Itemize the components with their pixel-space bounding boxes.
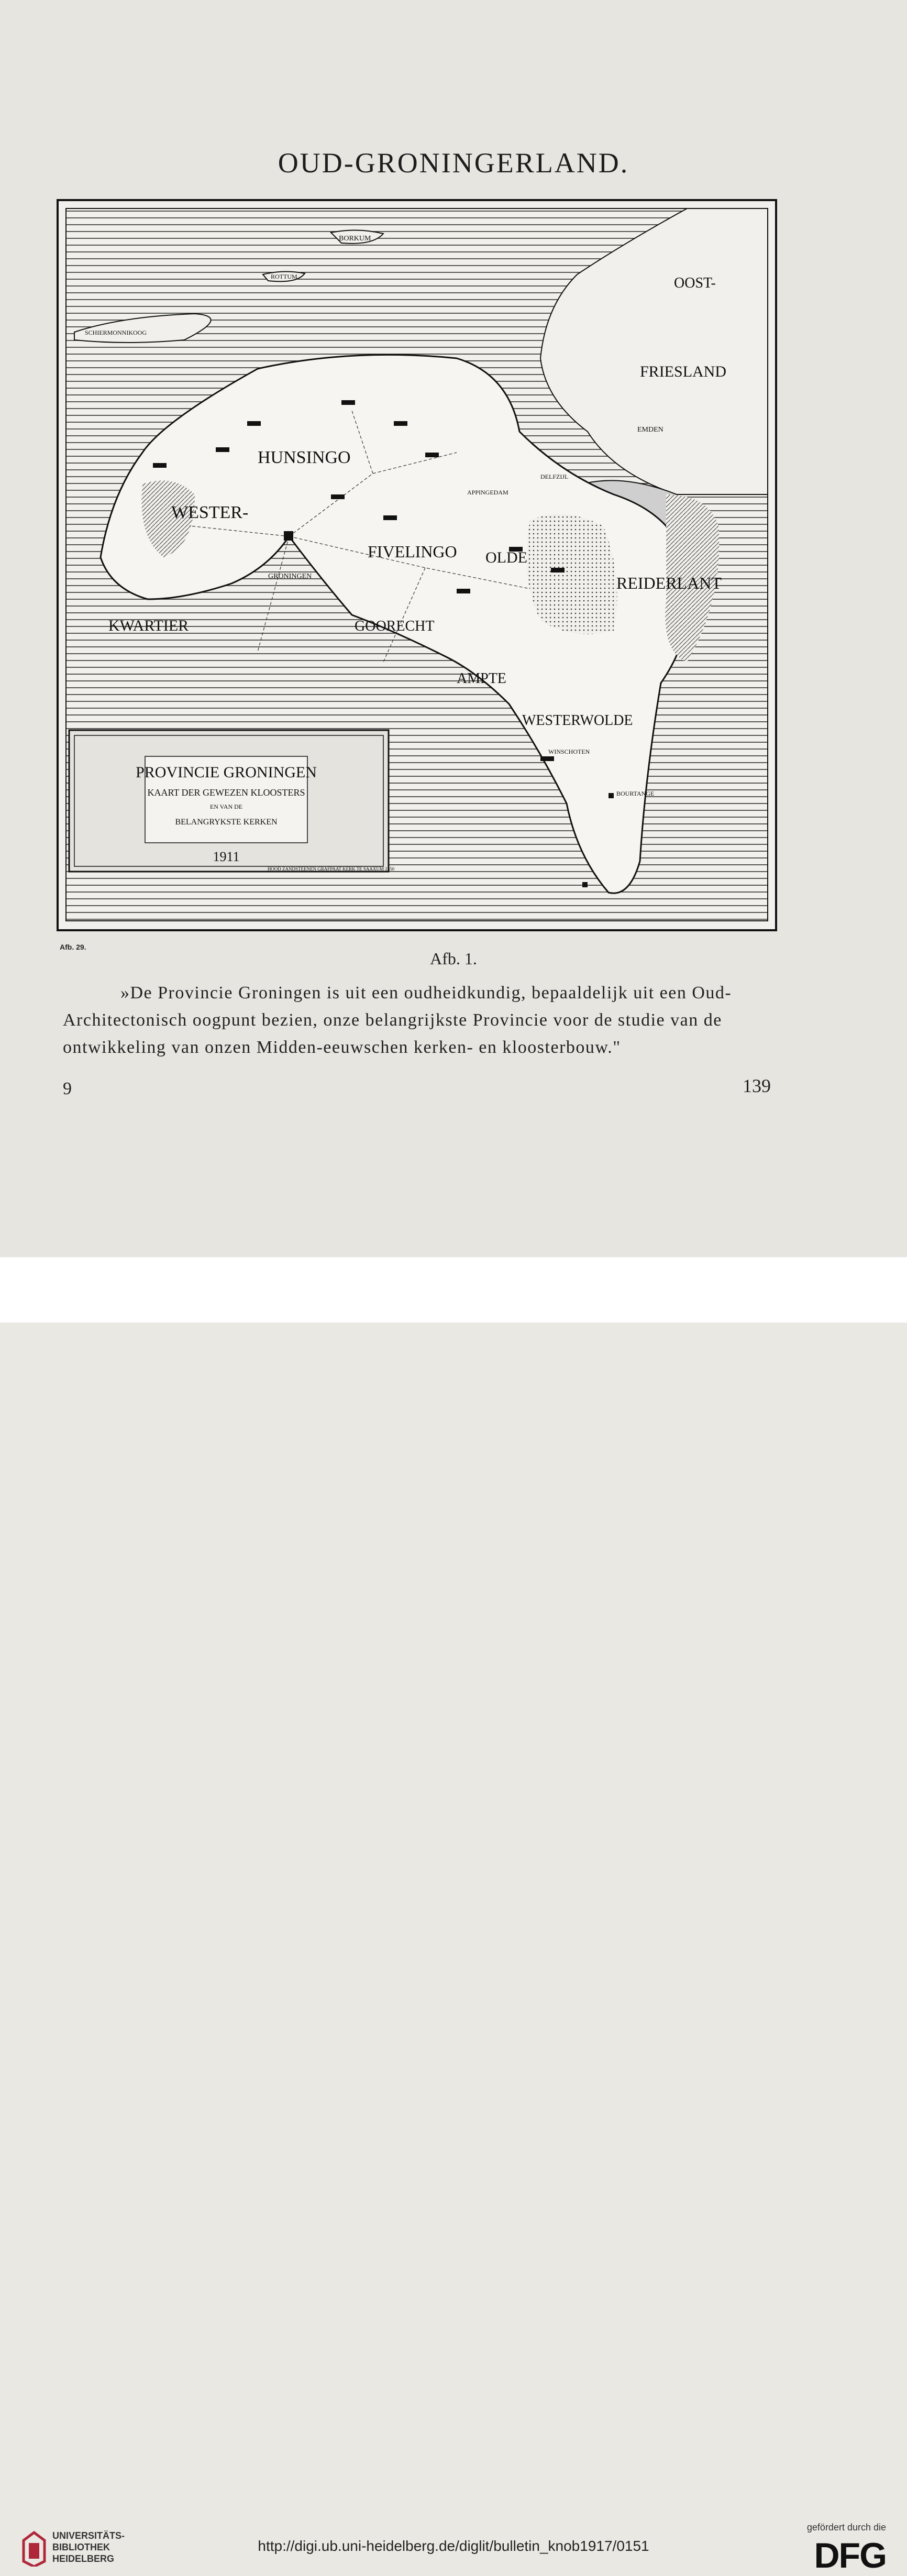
map-labels — [59, 201, 775, 929]
region-oost: OOST- — [674, 275, 716, 291]
region-wester: WESTER- — [171, 503, 249, 522]
place-bourtange: BOURTANGE — [616, 790, 655, 797]
cartouche-line3: EN VAN DE — [209, 803, 243, 810]
figure-number-small: Afb. 29. — [60, 943, 86, 951]
region-ampte: AMPTE — [457, 670, 506, 687]
region-olde: OLDE — [485, 549, 527, 566]
library-line: BIBLIOTHEK — [52, 2542, 110, 2552]
historical-map — [57, 199, 777, 931]
library-line: UNIVERSITÄTS- — [52, 2530, 125, 2541]
cartouche-credit: HOOD ZANDSTEENEN GRAFPAAT KERK TE SAAXUM 1550 — [267, 866, 395, 872]
island-rottum: ROTTUM — [271, 273, 297, 280]
dfg-logo: DFG — [814, 2536, 886, 2575]
body-line: ontwikkeling van onzen Midden-eeuwschen kerken- en kloosterbouw." — [63, 1038, 621, 1057]
cartouche-line4: BELANGRYKSTE KERKEN — [175, 818, 278, 827]
region-hunsingo: HUNSINGO — [258, 448, 351, 467]
library-line: HEIDELBERG — [52, 2553, 115, 2564]
signature-mark: 9 — [63, 1079, 72, 1098]
body-paragraph — [63, 979, 771, 1061]
permalink-url[interactable]: http://digi.ub.uni-heidelberg.de/diglit/bulletin_knob1917/0151 — [258, 2538, 649, 2554]
island-schiermonnikoog: SCHIERMONNIKOOG — [85, 329, 147, 336]
figure-caption: Afb. 1. — [430, 949, 477, 968]
cartouche-subtitle: KAART DER GEWEZEN KLOOSTERS — [147, 787, 305, 798]
footer-bar — [0, 1257, 907, 2575]
place-delfzijl: DELFZIJL — [540, 473, 569, 480]
page-title: OUD-GRONINGERLAND. — [278, 147, 629, 179]
body-line: »De Provincie Groningen is uit een oudheidkundig, bepaaldelijk uit een Oud- — [120, 983, 732, 1003]
place-groningen: GRONINGEN — [268, 573, 312, 580]
island-borkum: BORKUM — [339, 235, 371, 243]
region-westerwolde: WESTERWOLDE — [522, 712, 633, 729]
page-number: 139 — [743, 1075, 771, 1096]
region-friesland: FRIESLAND — [640, 363, 727, 380]
book-page — [0, 0, 907, 1257]
place-emden: EMDEN — [637, 426, 663, 434]
body-line: Architectonisch oogpunt bezien, onze belangrijkste Provincie voor de studie van de — [63, 1010, 722, 1030]
place-appingedam: APPINGEDAM — [467, 489, 508, 496]
place-winschoten: WINSCHOTEN — [548, 748, 590, 755]
region-goorecht: GOORECHT — [355, 618, 435, 634]
cartouche-year: 1911 — [213, 849, 240, 864]
region-kwartier: KWARTIER — [108, 617, 189, 634]
cartouche-title: PROVINCIE GRONINGEN — [136, 764, 317, 781]
region-reiderlant: REIDERLANT — [616, 574, 722, 592]
region-fivelingo: FIVELINGO — [368, 542, 457, 561]
funding-label: gefördert durch die — [806, 2522, 886, 2533]
